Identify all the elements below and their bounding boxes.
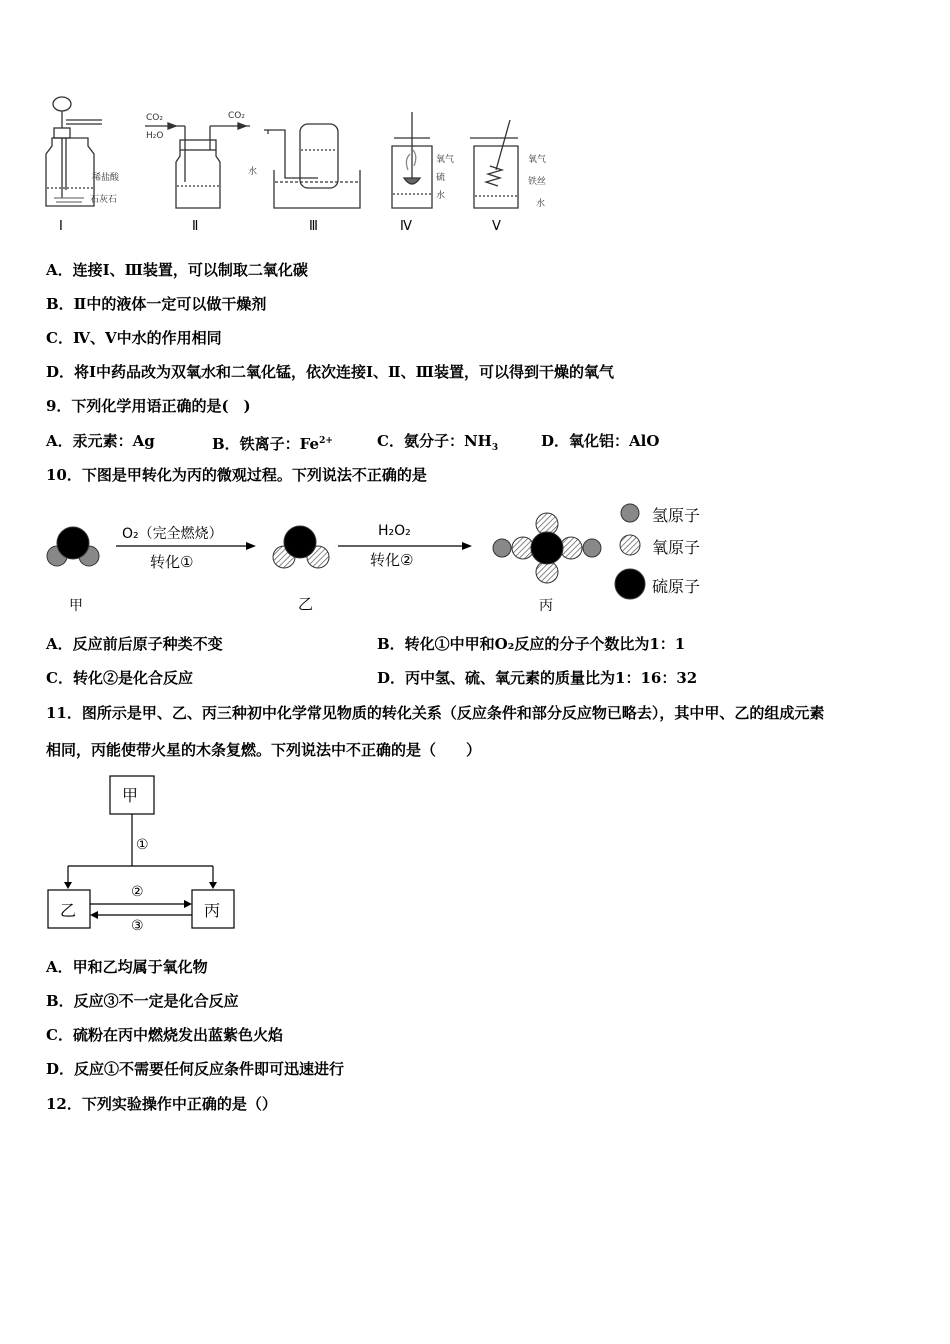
q11-option-a: A．甲和乙均属于氧化物 [46,958,208,976]
q8-option-c: C．Ⅳ、Ⅴ中水的作用相同 [46,329,222,347]
q11-option-d: D．反应①不需要任何反应条件即可迅速进行 [46,1060,345,1078]
oxygen-v-label: 氧气 [528,155,547,165]
q9-option-a: A．汞元素：Ag [46,432,155,450]
q8-option-d: D．将Ⅰ中药品改为双氧水和二氧化锰，依次连接Ⅰ、Ⅱ、Ⅲ装置，可以得到干燥的氧气 [46,363,614,381]
q9-b-superscript: 2+ [319,436,333,446]
legend-markers [615,504,645,599]
apparatus-i [46,97,102,206]
q8-option-a: A．连接Ⅰ、Ⅲ装置，可以制取二氧化碳 [46,261,308,279]
roman-label-iii: Ⅲ [309,219,318,234]
arrow-1-top-label: O₂（完全燃烧） [122,526,223,542]
label-yi: 乙 [298,595,314,613]
oxygen-iv-label: 氧气 [436,155,455,165]
q10-stem: 10．下图是甲转化为丙的微观过程。下列说法不正确的是 [46,466,427,484]
q11-stem-line1: 11．图所示是甲、乙、丙三种初中化学常见物质的转化关系（反应条件和部分反应物已略去），其中甲、乙的组成元素 [46,704,825,722]
q10-option-a: A．反应前后原子种类不变 [46,635,223,653]
apparatus-v [470,120,518,208]
q10-option-d: D．丙中氢、硫、氧元素的质量比为1：16：32 [377,669,698,687]
legend-sulfur: 硫原子 [652,577,701,596]
sulfur-iv-label: 硫 [436,173,446,183]
q12-stem: 12．下列实验操作中正确的是（） [46,1095,277,1113]
box-bing-label: 丙 [204,901,221,920]
arrow-2-top-label: H₂O₂ [378,523,411,539]
label-jia: 甲 [69,598,83,614]
q9-option-b: B．铁离子：$Fe^{2+}$ [212,435,333,453]
q10-molecule-diagram [0,500,950,620]
box-yi-label: 乙 [60,901,77,920]
q10-option-b: B．转化①中甲和O₂反应的分子个数比为1：1 [377,635,686,653]
legend-hydrogen: 氢原子 [652,506,701,525]
reaction-3-label: ③ [131,918,144,934]
water-iv-label: 水 [436,191,446,201]
h2o-in-label: H₂O [146,131,164,141]
label-bing: 丙 [539,598,553,614]
box-jia-label: 甲 [122,786,139,805]
dilute-hcl-label: 稀盐酸 [92,173,120,183]
q8-option-b: B．Ⅱ中的液体一定可以做干燥剂 [46,295,267,313]
q10-option-c: C．转化②是化合反应 [46,669,193,687]
apparatus-iv [392,112,432,208]
co2-out-label: CO₂ [228,111,245,121]
water-v-label: 水 [536,199,546,209]
arrow-1-bottom-label: 转化① [150,553,194,571]
water-iii-label: 水 [248,167,258,177]
roman-label-v: Ⅴ [492,219,501,234]
q9-option-d: D．氧化铝：AlO [541,432,660,450]
iron-wire-v-label: 铁丝 [528,177,547,187]
q9-option-c: C．氨分子：$NH_3$ [377,432,499,453]
molecule-yi [273,526,329,568]
q11-option-b: B．反应③不一定是化合反应 [46,992,239,1010]
legend-oxygen: 氧原子 [652,538,701,557]
roman-label-ii: Ⅱ [192,219,199,234]
roman-label-i: Ⅰ [59,219,63,234]
q11-option-c: C．硫粉在丙中燃烧发出蓝紫色火焰 [46,1026,283,1044]
limestone-label: 石灰石 [90,195,118,205]
apparatus-iii [264,124,360,208]
arrow-2-bottom-label: 转化② [370,551,414,569]
molecule-bing [493,513,601,583]
q11-flow-diagram [40,770,300,950]
molecule-jia [47,527,99,566]
roman-label-iv: Ⅳ [400,219,412,234]
reaction-1-label: ① [136,837,149,853]
q11-stem-line2: 相同，丙能使带火星的木条复燃。下列说法中不正确的是（ ） [46,741,482,759]
q9-c-subscript: 3 [491,443,499,453]
q9-stem: 9．下列化学用语正确的是( ) [46,397,251,415]
co2-in-label: CO₂ [146,113,163,123]
reaction-2-label: ② [131,884,144,900]
